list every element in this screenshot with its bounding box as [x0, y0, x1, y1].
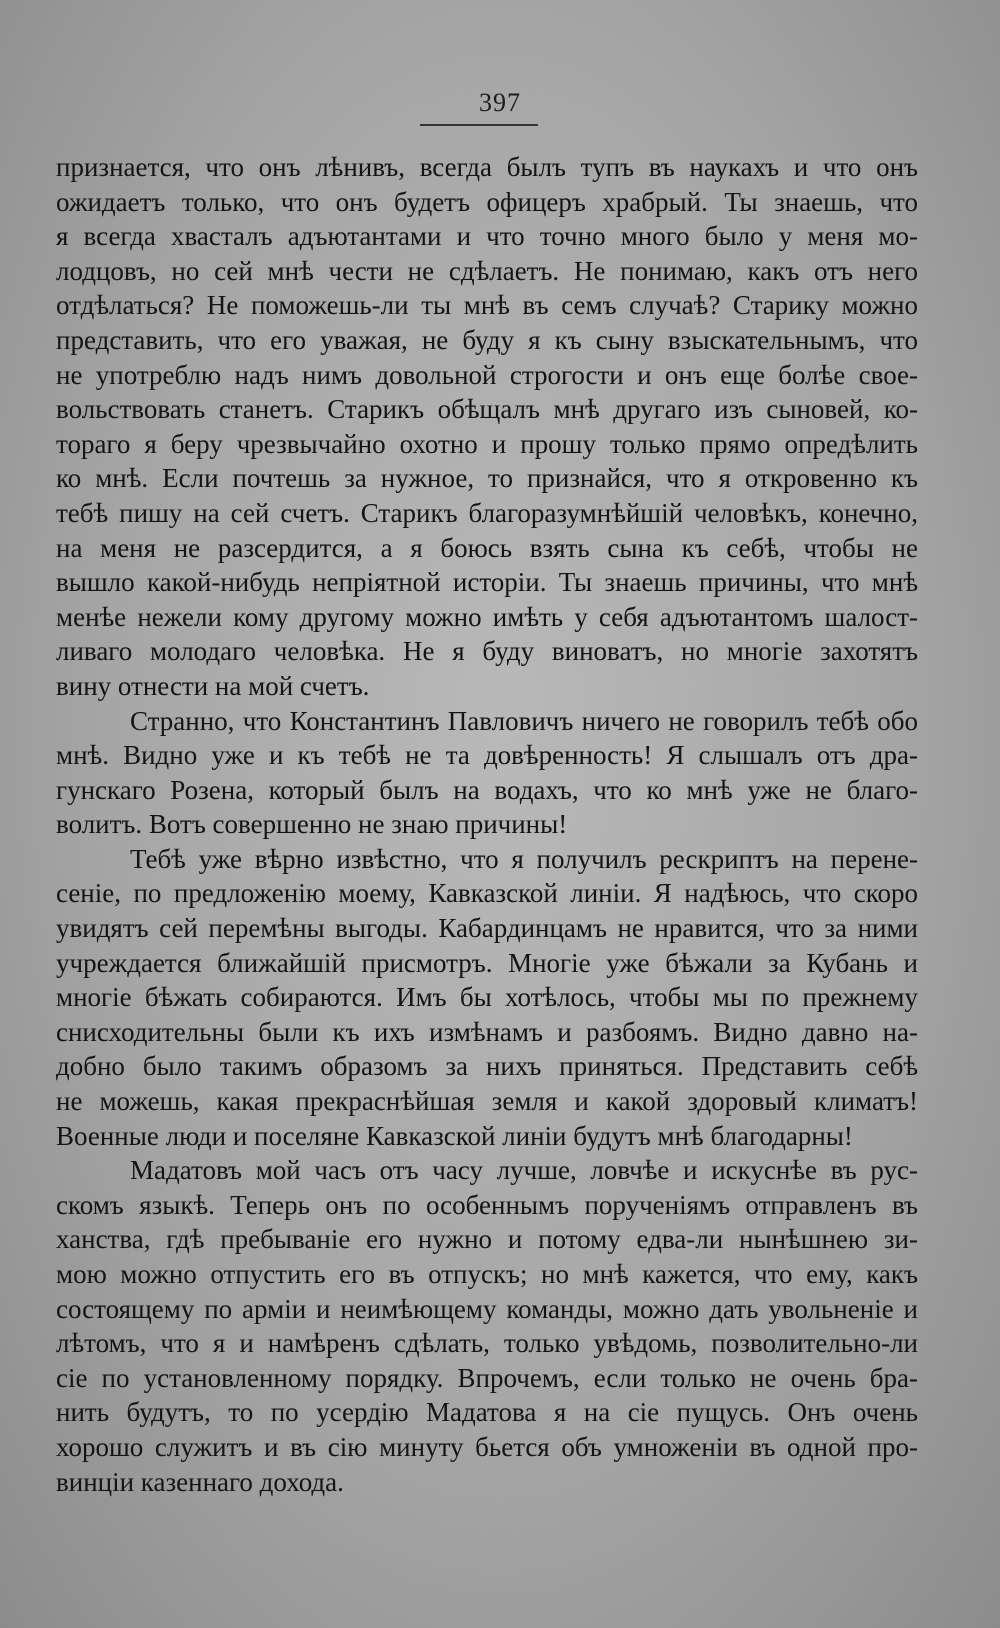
paragraph — [56, 842, 918, 1153]
text-line: гунскаго Розена, который былъ на водахъ, что ко мнѣ уже не благо- — [56, 774, 918, 805]
text-line: добно было такимъ образомъ за нихъ приняться. Представить себѣ — [56, 1051, 918, 1082]
body-text — [56, 150, 918, 1499]
header-rule — [420, 124, 538, 126]
text-line: ливаго молодаго человѣка. Не я буду виноватъ, но многіе захотятъ — [56, 636, 918, 667]
text-line: Военные люди и поселяне Кавказской линіи будутъ мнѣ благодарны! — [56, 1120, 853, 1151]
text-line: нить будутъ, то по усердію Мадатова я на сіе пущусь. Онъ очень — [56, 1397, 918, 1428]
text-line: на меня не разсердится, а я боюсь взять сына къ себѣ, чтобы не — [56, 532, 918, 563]
text-line: скомъ языкѣ. Теперь онъ по особеннымъ порученіямъ отправленъ въ — [56, 1189, 918, 1220]
text-line: лѣтомъ, что я и намѣренъ сдѣлать, только увѣдомь, позволительно-ли — [56, 1328, 918, 1359]
text-line: сеніе, по предложенію моему, Кавказской линіи. Я надѣюсь, что скоро — [56, 878, 918, 909]
text-line: я всегда хвасталъ адъютантами и что точно много было у меня мо- — [56, 221, 918, 252]
text-line: мнѣ. Видно уже и къ тебѣ не та довѣренность! Я слышалъ отъ дра- — [56, 740, 918, 771]
paragraph — [56, 1153, 918, 1499]
text-line: состоящему по арміи и неимѣющему команды, можно дать увольненіе и — [56, 1293, 918, 1324]
text-line: ожидаетъ только, что онъ будетъ офицеръ храбрый. Ты знаешь, что — [56, 186, 918, 217]
text-line: не можешь, какая прекраснѣйшая земля и какой здоровый климатъ! — [56, 1086, 918, 1117]
text-line: ханства, гдѣ пребываніе его нужно и потому едва-ли нынѣшнею зи- — [56, 1224, 918, 1255]
text-line: хорошо служитъ и въ сію минуту бьется объ умноженіи въ одной про- — [56, 1431, 918, 1462]
text-line: ко мнѣ. Если почтешь за нужное, то признайся, что я откровенно къ — [56, 463, 918, 494]
text-line: снисходительны были къ ихъ измѣнамъ и разбоямъ. Видно давно на- — [56, 1016, 918, 1047]
text-line: учреждается ближайшій присмотръ. Многіе уже бѣжали за Кубань и — [56, 947, 918, 978]
text-line: менѣе нежели кому другому можно имѣть у себя адъютантомъ шалост- — [56, 601, 918, 632]
paragraph — [56, 704, 918, 842]
page-number: 397 — [479, 88, 521, 117]
text-line: мою можно отпустить его въ отпускъ; но мнѣ кажется, что ему, какъ — [56, 1259, 918, 1289]
text-line: признается, что онъ лѣнивъ, всегда былъ тупъ въ наукахъ и что онъ — [56, 152, 918, 182]
text-line: лодцовъ, но сей мнѣ чести не сдѣлаетъ. Не понимаю, какъ отъ него — [56, 255, 918, 286]
paragraph — [56, 150, 918, 704]
text-line: вышло какой-нибудь непріятной исторіи. Ты знаешь причины, что мнѣ — [56, 567, 918, 598]
text-line: вину отнести на мой счетъ. — [56, 670, 370, 701]
text-line: вольствовать станетъ. Старикъ обѣщалъ мнѣ другаго изъ сыновей, ко- — [56, 394, 918, 425]
text-line: тебѣ пишу на сей счетъ. Старикъ благоразумнѣйшій человѣкъ, конечно, — [56, 497, 918, 528]
text-line: волитъ. Вотъ совершенно не знаю причины! — [56, 809, 568, 840]
text-line: отдѣлаться? Не поможешь-ли ты мнѣ въ семъ случаѣ? Старику можно — [56, 290, 918, 321]
text-line: винціи казеннаго дохода. — [56, 1466, 344, 1497]
text-line: Странно, что Константинъ Павловичъ ничего не говорилъ тебѣ обо — [130, 705, 918, 736]
text-line: увидятъ сей перемѣны выгоды. Кабардинцамъ не нравится, что за ними — [56, 913, 918, 944]
text-line: Мадатовъ мой часъ отъ часу лучше, ловчѣе и искуснѣе въ рус- — [130, 1155, 918, 1186]
text-line: тораго я беру чрезвычайно охотно и прошу только прямо опредѣлить — [56, 428, 918, 459]
text-line: не употреблю надъ нимъ довольной строгости и онъ еще болѣе свое- — [56, 359, 918, 390]
text-line: представить, что его уважая, не буду я къ сыну взыскательнымъ, что — [56, 324, 918, 355]
text-line: Тебѣ уже вѣрно извѣстно, что я получилъ рескриптъ на перене- — [130, 843, 918, 874]
text-line: сіе по установленному порядку. Впрочемъ, если только не очень бра- — [56, 1362, 918, 1393]
text-line: многіе бѣжать собираются. Имъ бы хотѣлось, чтобы мы по прежнему — [56, 982, 918, 1013]
